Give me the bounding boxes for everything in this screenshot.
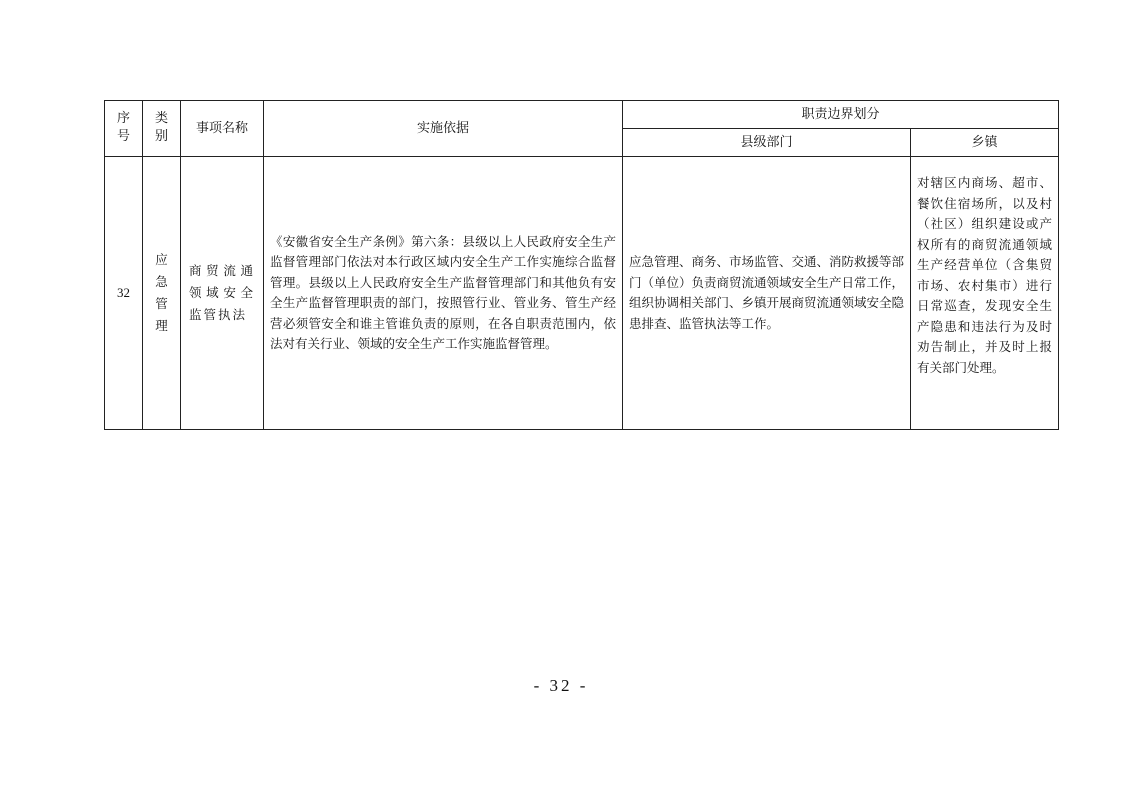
row-basis: 《安徽省安全生产条例》第六条：县级以上人民政府安全生产监督管理部门依法对本行政区域内安全生产工作实施综合监督管理。县级以上人民政府安全生产监督管理部门和其他负有安全生产监督管理职责的部门，按照管行业、管业务、管生产经营必须管安全和谁主管谁负责的原则，在各自职责范围内，依法对有关行业、领域的安全生产工作实施监督管理。	[264, 157, 623, 430]
table-row	[105, 157, 1059, 430]
page-number: - 32 -	[533, 676, 589, 695]
header-responsibility: 职责边界划分	[623, 101, 1059, 129]
header-row-1	[105, 101, 1059, 129]
header-seq: 序号	[105, 101, 143, 157]
header-category: 类别	[143, 101, 181, 157]
row-item-name: 商贸流通领域安全监管执法	[181, 157, 264, 430]
header-item-name: 事项名称	[181, 101, 264, 157]
row-township: 对辖区内商场、超市、餐饮住宿场所，以及村（社区）组织建设或产权所有的商贸流通领域生产经营单位（含集贸市场、农村集市）进行日常巡查，发现安全生产隐患和违法行为及时劝告制止，并及时上报有关部门处理。	[911, 157, 1059, 430]
row-seq: 32	[105, 157, 143, 430]
row-county-dept: 应急管理、商务、市场监管、交通、消防救援等部门（单位）负责商贸流通领域安全生产日常工作，组织协调相关部门、乡镇开展商贸流通领域安全隐患排查、监管执法等工作。	[623, 157, 911, 430]
header-township: 乡镇	[911, 129, 1059, 157]
row-category: 应急管理	[143, 157, 181, 430]
responsibility-table	[104, 100, 1059, 430]
header-basis: 实施依据	[264, 101, 623, 157]
header-county-dept: 县级部门	[623, 129, 911, 157]
